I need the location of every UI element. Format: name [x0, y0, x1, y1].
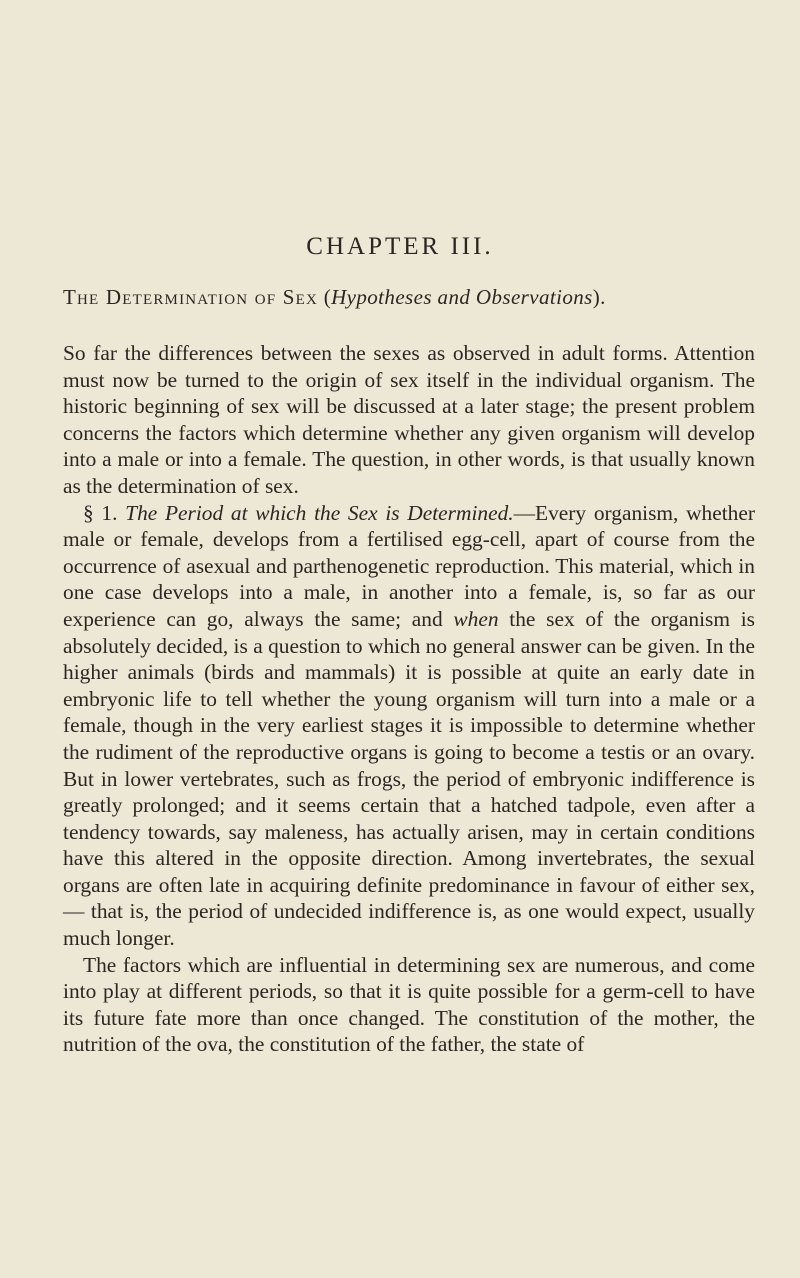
chapter-heading: CHAPTER III.	[306, 233, 494, 260]
chapter-title-close: ).	[592, 285, 606, 309]
section-number: § 1.	[83, 500, 126, 525]
chapter-title-main: The Determination of Sex	[63, 285, 319, 309]
section-text-b: the sex of the organism is absolutely decided, is a question to which no general answer can be given. In the higher animals (birds and mammals) it is possible at quite an early date in embryonic life to tell whether the young organism will turn into a male or a female, though in the very earliest stages it is impossible to determine whether the rudiment of the reproductive organs is going to become a testis or an ovary. But in lower vertebrates, such as frogs, the period of embryonic indifference is greatly prolonged; and it seems certain that a hatched tadpole, even after a tendency towards, say maleness, has actually arisen, may in certain conditions have this altered in the opposite direction. Among invertebrates, the sexual organs are often late in acquiring definite predominance in favour of either sex,— that is, the period of undecided indifference is, as one would expect, usually much longer.	[63, 606, 755, 951]
section-text-a: —Every organism, whether male or female, develops from a fertilised egg-cell, apart of course from the occurrence of asexual and parthenogenetic reproduction. This material, which in one case develops into a male, in another into a female, is, so far as our experience can go, always the same; and	[63, 500, 755, 631]
paragraph-intro: So far the differences between the sexes as observed in adult forms. Attention must now be turned to the origin of sex itself in the individual organism. The historic beginning of sex will be discussed at a later stage; the present problem concerns the factors which determine whether any given organism will develop into a male or into a female. The question, in other words, is that usually known as the determination of sex.	[63, 341, 755, 498]
paragraph-factors: The factors which are influential in determining sex are numerous, and come into play at different periods, so that it is quite possible for a germ-cell to have its future fate more than once changed. The constitution of the mother, the nutrition of the ova, the constitution of the father, the state of	[63, 952, 755, 1057]
section-heading: The Period at which the Sex is Determined.	[125, 500, 514, 525]
body-text	[63, 340, 755, 1058]
chapter-title	[63, 285, 763, 310]
paragraph-section-1	[63, 500, 755, 952]
chapter-title-open: (	[318, 285, 332, 309]
chapter-title-subtitle: Hypotheses and Observations	[331, 285, 593, 309]
emphasis-when: when	[453, 606, 499, 631]
